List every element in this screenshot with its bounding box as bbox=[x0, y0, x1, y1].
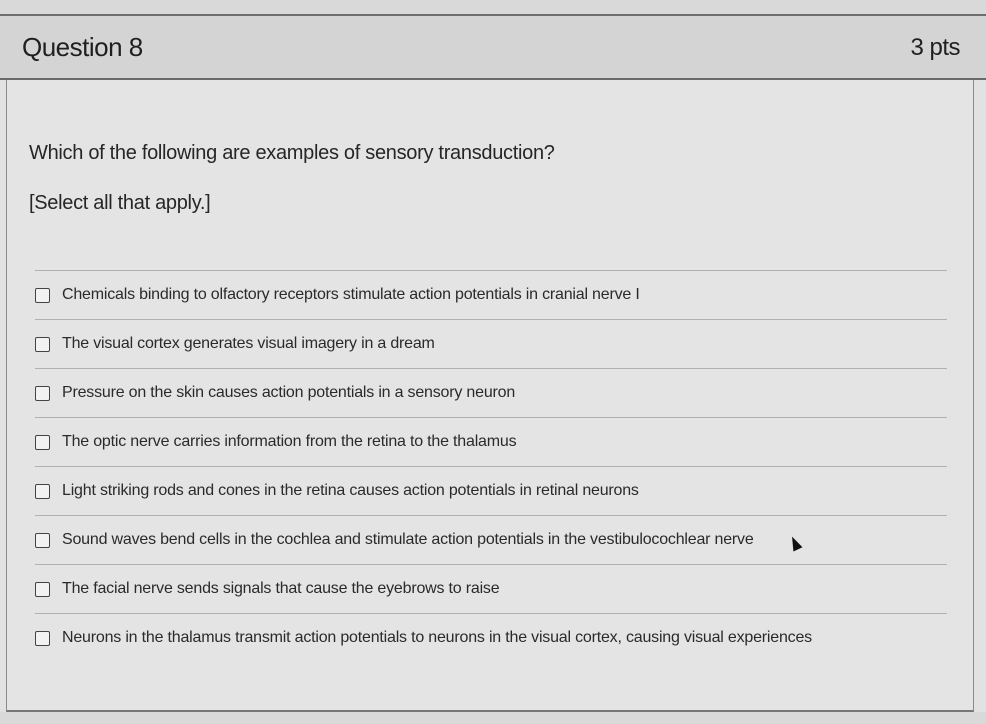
answer-option-8[interactable] bbox=[35, 613, 947, 687]
question-text: Which of the following are examples of sensory transduction? bbox=[29, 142, 555, 164]
answer-option-4[interactable] bbox=[35, 417, 947, 466]
answer-label[interactable]: Chemicals binding to olfactory receptors stimulate action potentials in cranial nerve I bbox=[62, 286, 640, 303]
answer-label[interactable]: The facial nerve sends signals that cause the eyebrows to raise bbox=[62, 580, 500, 597]
answer-label[interactable]: Light striking rods and cones in the retina causes action potentials in retinal neurons bbox=[62, 482, 639, 499]
question-card bbox=[0, 14, 986, 712]
question-body bbox=[6, 80, 974, 712]
answer-option-7[interactable] bbox=[35, 564, 947, 613]
question-points: 3 pts bbox=[910, 34, 960, 61]
question-header bbox=[0, 16, 986, 80]
answer-label[interactable]: Pressure on the skin causes action potentials in a sensory neuron bbox=[62, 384, 516, 401]
answer-option-2[interactable] bbox=[35, 319, 947, 368]
question-instruction: [Select all that apply.] bbox=[29, 192, 211, 214]
checkbox[interactable] bbox=[35, 631, 50, 646]
answer-list bbox=[35, 270, 947, 687]
answer-label[interactable]: The visual cortex generates visual imagery in a dream bbox=[62, 335, 435, 352]
checkbox[interactable] bbox=[35, 288, 50, 303]
answer-label[interactable]: The optic nerve carries information from the retina to the thalamus bbox=[62, 433, 517, 450]
checkbox[interactable] bbox=[35, 435, 50, 450]
answer-label[interactable]: Neurons in the thalamus transmit action potentials to neurons in the visual cortex, causing visual experiences bbox=[62, 629, 812, 646]
question-title: Question 8 bbox=[22, 32, 143, 62]
answer-option-3[interactable] bbox=[35, 368, 947, 417]
answer-option-5[interactable] bbox=[35, 466, 947, 515]
answer-label[interactable]: Sound waves bend cells in the cochlea and stimulate action potentials in the vestibulocochlear nerve bbox=[62, 531, 754, 548]
checkbox[interactable] bbox=[35, 582, 50, 597]
answer-option-6[interactable] bbox=[35, 515, 947, 564]
checkbox[interactable] bbox=[35, 386, 50, 401]
answer-option-1[interactable] bbox=[35, 270, 947, 319]
checkbox[interactable] bbox=[35, 337, 50, 352]
checkbox[interactable] bbox=[35, 484, 50, 499]
checkbox[interactable] bbox=[35, 533, 50, 548]
